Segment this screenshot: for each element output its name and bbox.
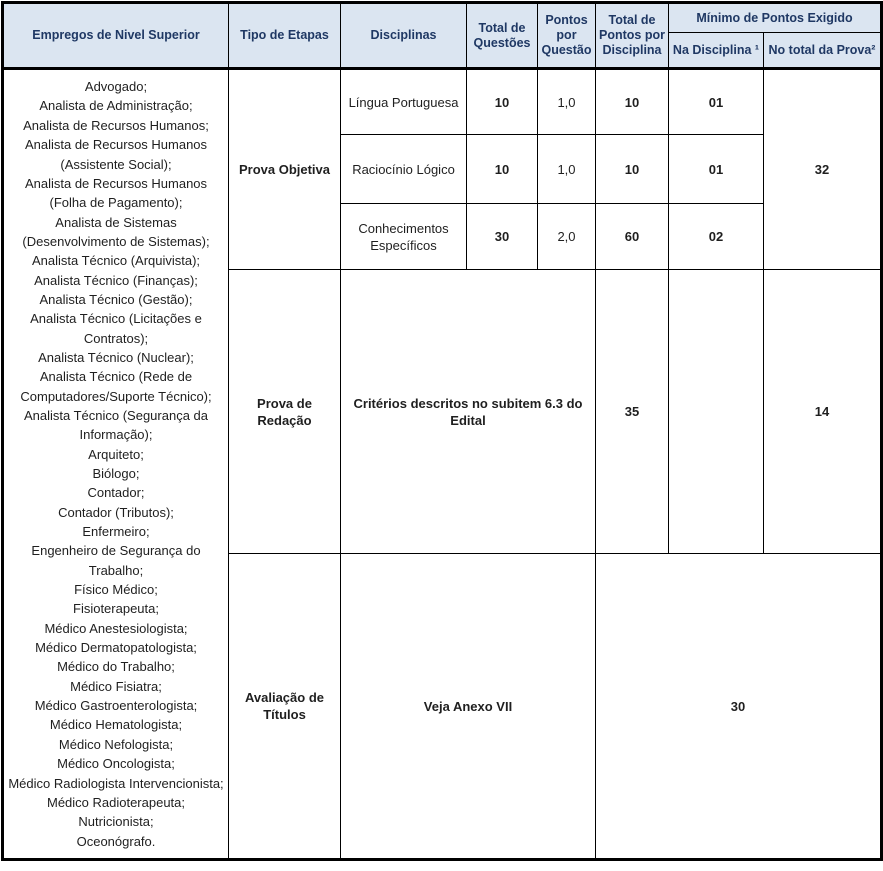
job-item: Analista Técnico (Arquivista); [31,253,201,269]
total-pontos-conhecimentos: 60 [596,204,669,270]
total-pontos-redacao: 35 [596,270,669,554]
job-item: Físico Médico; [74,582,158,598]
job-item: Médico Gastroenterologista; [34,698,198,714]
min-disciplina-lingua: 01 [669,69,764,135]
job-item: Biólogo; [92,466,140,481]
jobs-list [6,77,226,851]
job-item: Analista de Recursos Humanos (Folha de Pagamento); [24,175,208,211]
pontos-questao-lingua: 1,0 [538,69,596,135]
col-header-no-total-prova: No total da Prova² [764,33,882,69]
disciplina-raciocinio-logico: Raciocínio Lógico [341,135,467,204]
etapa-prova-redacao: Prova de Redação [229,270,341,554]
questoes-conhecimentos: 30 [467,204,538,270]
job-item: Médico Hematologista; [49,717,183,733]
questoes-raciocinio: 10 [467,135,538,204]
job-item: Analista de Recursos Humanos (Assistente Social); [24,137,208,172]
min-total-prova-objetiva: 32 [764,69,882,270]
job-item: Contador; [87,485,145,501]
job-item: Oceonógrafo. [76,833,156,849]
job-item: Arquiteto; [88,446,144,462]
job-item: Médico Anestesiologista; [44,620,188,636]
job-item: Analista Técnico (Nuclear); [38,349,194,365]
questoes-lingua: 10 [467,69,538,135]
job-item: Analista Técnico (Segurança da Informação); [23,407,209,443]
etapa-avaliacao-titulos: Avaliação de Títulos [229,554,341,860]
job-item: Fisioterapeuta; [73,601,159,617]
job-item: Analista Técnico (Licitações e Contratos); [30,311,202,346]
job-item: Engenheiro de Segurança do Trabalho; [31,543,201,578]
col-header-disciplinas: Disciplinas [341,3,467,69]
job-item: Analista de Recursos Humanos; [23,117,209,133]
job-item: Médico Radiologista Intervencionista; [8,775,224,791]
etapa-prova-objetiva: Prova Objetiva [229,69,341,270]
min-disciplina-raciocinio: 01 [669,135,764,204]
job-item: Médico Fisiatra; [70,678,162,694]
col-header-tipo-etapas: Tipo de Etapas [229,3,341,69]
exam-structure-table [1,1,883,861]
col-header-na-disciplina: Na Disciplina ¹ [669,33,764,69]
min-total-prova-redacao: 14 [764,270,882,554]
redacao-criterios: Critérios descritos no subitem 6.3 do Edital [341,270,596,554]
table-body [3,69,882,860]
col-header-total-pontos-disciplina: Total de Pontos por Disciplina [596,3,669,69]
disciplina-conhecimentos-especificos: Conhecimentos Específicos [341,204,467,270]
row-lingua-portuguesa [3,69,882,135]
min-disciplina-redacao-empty-cell [669,270,764,554]
disciplina-lingua-portuguesa: Língua Portuguesa [341,69,467,135]
col-header-minimo-pontos-group: Mínimo de Pontos Exigido [669,3,882,33]
pontos-questao-conhecimentos: 2,0 [538,204,596,270]
total-pontos-lingua: 10 [596,69,669,135]
total-pontos-raciocinio: 10 [596,135,669,204]
job-item: Analista Técnico (Rede de Computadores/Suporte Técnico); [20,369,212,404]
job-item: Analista Técnico (Gestão); [39,291,193,307]
pontos-questao-raciocinio: 1,0 [538,135,596,204]
job-item: Advogado; [84,79,148,95]
col-header-empregos: Empregos de Nivel Superior [3,3,229,69]
job-item: Analista de Sistemas (Desenvolvimento de Sistemas); [22,214,210,249]
col-header-total-questoes: Total de Questões [467,3,538,69]
min-disciplina-conhecimentos: 02 [669,204,764,270]
col-header-pontos-por-questao: Pontos por Questão [538,3,596,69]
table-header [3,3,882,69]
job-item: Nutricionista; [78,814,154,830]
job-item: Médico Radioterapeuta; [46,794,186,810]
jobs-cell [3,69,229,860]
job-item: Médico do Trabalho; [57,659,175,675]
pontos-titulos: 30 [596,554,882,860]
job-item: Analista de Administração; [39,98,193,114]
job-item: Contador (Tributos); [58,504,174,520]
job-item: Médico Oncologista; [57,756,175,772]
job-item: Analista Técnico (Finanças); [34,272,198,288]
job-item: Médico Nefologista; [58,736,174,752]
titulos-criterios: Veja Anexo VII [341,554,596,860]
job-item: Médico Dermatopatologista; [35,640,197,656]
job-item: Enfermeiro; [82,524,150,540]
